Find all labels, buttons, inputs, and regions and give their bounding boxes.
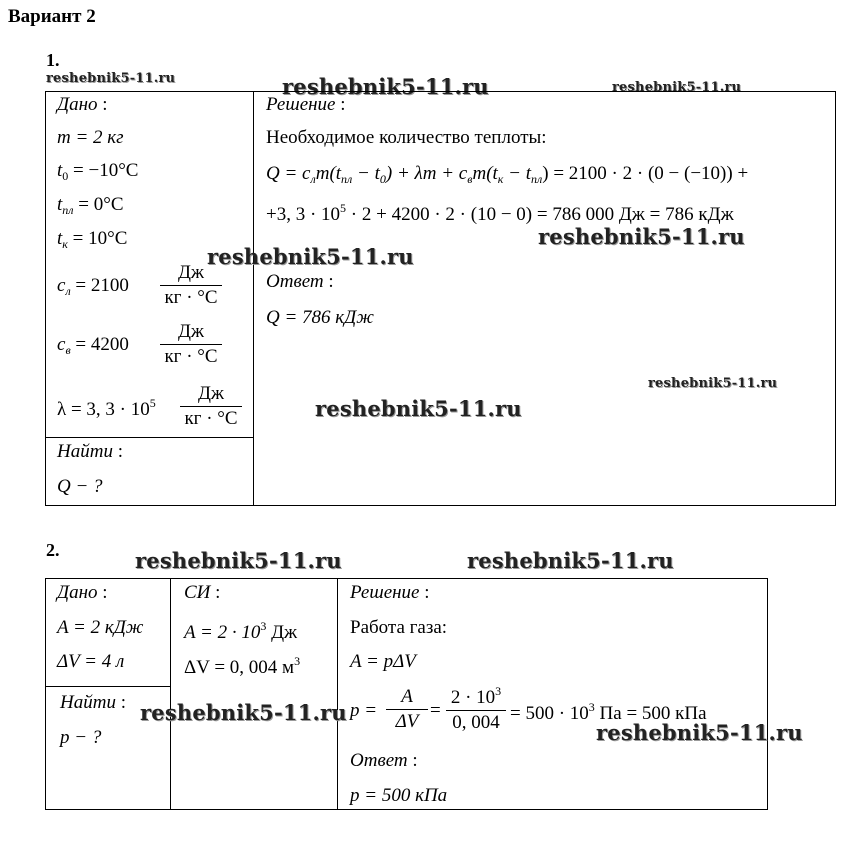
- watermark: reshebnik5-11.ru: [135, 548, 342, 573]
- divider: [170, 578, 171, 810]
- given-tk: $t_к = 10^\circ C$: [57, 228, 128, 251]
- given-volume: ΔV = 4 л: [57, 651, 125, 672]
- watermark: reshebnik5-11.ru: [538, 224, 745, 249]
- page-title: Вариант 2: [8, 6, 96, 27]
- problem-2-number: 2.: [46, 540, 60, 560]
- equals-sign: =: [430, 700, 441, 721]
- solution-text: Необходимое количество теплоты:: [266, 127, 547, 148]
- watermark: reshebnik5-11.ru: [315, 396, 522, 421]
- unit-fraction: Дж кг · °C: [160, 262, 222, 309]
- divider: [337, 578, 338, 810]
- si-volume: ΔV = 0, 004 $м^3$: [184, 654, 301, 678]
- watermark: reshebnik5-11.ru: [282, 74, 489, 99]
- watermark: reshebnik5-11.ru: [207, 244, 414, 269]
- watermark: reshebnik5-11.ru: [648, 376, 778, 391]
- given-tpl: $t_{пл} = 0^\circ C$: [57, 194, 124, 217]
- solution-text: Работа газа:: [350, 617, 448, 638]
- pressure-eq: p =: [350, 700, 378, 721]
- solution-label: Решение :: [266, 94, 346, 115]
- answer-label: Ответ :: [350, 750, 418, 771]
- divider: [45, 437, 254, 438]
- watermark: reshebnik5-11.ru: [140, 700, 347, 725]
- watermark: reshebnik5-11.ru: [46, 71, 176, 86]
- si-label: СИ :: [184, 582, 221, 603]
- given-label: Дано :: [57, 582, 108, 603]
- answer-label: Ответ :: [266, 271, 334, 292]
- unit-fraction: Дж кг · °C: [180, 383, 242, 430]
- given-work: A = 2 кДж: [57, 617, 144, 638]
- problem-1-number: 1.: [46, 50, 60, 70]
- pressure-result: = $500 \cdot 10^3$ Па = 500 кПа: [510, 700, 707, 724]
- answer-value: p = 500 кПа: [350, 785, 448, 806]
- find-label: Найти :: [57, 441, 123, 462]
- solution-formula-line2: +3, $3 \cdot 10^5 \cdot 2 + 4200 \cdot 2 \cdot (10 - 0) = 786$ 000 Дж = 786 кДж: [266, 201, 734, 225]
- solution-formula-line1: $Q = c_лm(t_{пл} - t_0) + \lambda m + c_вm(t_к - t_{пл}) = 2100 \cdot 2 \cdot (0 - (-10))$ +: [266, 163, 749, 186]
- find-value: p − ?: [60, 727, 102, 748]
- divider: [45, 686, 171, 687]
- watermark: reshebnik5-11.ru: [467, 548, 674, 573]
- unit-fraction: Дж кг · °C: [160, 321, 222, 368]
- given-mass: m = 2 кг: [57, 127, 124, 148]
- watermark: reshebnik5-11.ru: [612, 80, 742, 95]
- given-t0: $t_0 = -10^\circ C$: [57, 160, 139, 183]
- given-lambda: λ = 3, $3 \cdot 10^5$: [57, 396, 156, 420]
- fraction-values: $2 \cdot 10^3$ 0, 004: [446, 684, 506, 734]
- fraction-a-dv: A ΔV: [386, 686, 428, 733]
- given-cl: $c_л = 2100$: [57, 275, 129, 298]
- given-label: Дано :: [57, 94, 108, 115]
- given-cv: $c_в = 4200$: [57, 334, 129, 357]
- find-value: Q − ?: [57, 476, 103, 497]
- answer-value: Q = 786 кДж: [266, 307, 374, 328]
- solution-label: Решение :: [350, 582, 430, 603]
- watermark: reshebnik5-11.ru: [596, 720, 803, 745]
- si-work: $A = 2 \cdot 10^3$ Дж: [184, 619, 298, 643]
- solution-formula: A = pΔV: [350, 651, 416, 672]
- divider: [253, 91, 254, 506]
- find-label: Найти :: [60, 692, 126, 713]
